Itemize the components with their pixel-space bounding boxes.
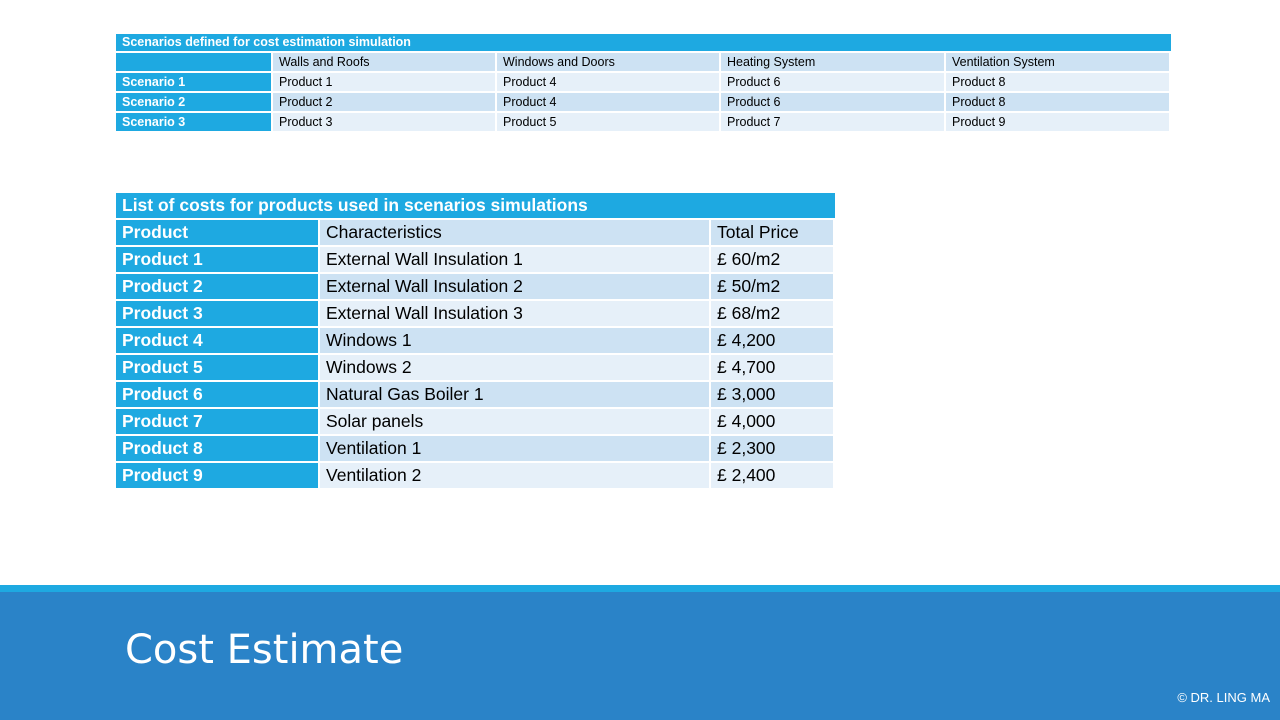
cost-characteristics: Ventilation 2 xyxy=(320,463,711,490)
scenario-header-corner xyxy=(116,53,273,73)
cost-table-header-row xyxy=(116,220,835,247)
scenario-header-ventilation-system: Ventilation System xyxy=(946,53,1171,73)
cost-characteristics: External Wall Insulation 3 xyxy=(320,301,711,328)
scenario-cell: Product 6 xyxy=(721,93,946,113)
cost-price: £ 4,700 xyxy=(711,355,835,382)
scenario-header-walls-roofs: Walls and Roofs xyxy=(273,53,497,73)
scenario-cell: Product 4 xyxy=(497,73,721,93)
scenario-cell: Product 4 xyxy=(497,93,721,113)
cost-product: Product 1 xyxy=(116,247,320,274)
cost-price: £ 4,000 xyxy=(711,409,835,436)
cost-row xyxy=(116,382,835,409)
cost-row xyxy=(116,247,835,274)
scenario-row xyxy=(116,73,1171,93)
footer-accent-stripe xyxy=(0,585,1280,592)
cost-row xyxy=(116,409,835,436)
cost-row xyxy=(116,355,835,382)
cost-characteristics: External Wall Insulation 1 xyxy=(320,247,711,274)
scenario-label: Scenario 2 xyxy=(116,93,273,113)
scenario-label: Scenario 3 xyxy=(116,113,273,133)
cost-product: Product 2 xyxy=(116,274,320,301)
cost-table-title: List of costs for products used in scenarios simulations xyxy=(116,193,835,220)
scenario-cell: Product 6 xyxy=(721,73,946,93)
copyright-notice: © DR. LING MA xyxy=(1177,690,1270,705)
cost-product: Product 9 xyxy=(116,463,320,490)
scenario-label: Scenario 1 xyxy=(116,73,273,93)
cost-product: Product 8 xyxy=(116,436,320,463)
cost-header-total-price: Total Price xyxy=(711,220,835,247)
cost-row xyxy=(116,328,835,355)
cost-header-product: Product xyxy=(116,220,320,247)
cost-characteristics: Ventilation 1 xyxy=(320,436,711,463)
scenario-table-title-row xyxy=(116,34,1171,53)
scenario-table xyxy=(116,34,1171,133)
cost-price: £ 50/m2 xyxy=(711,274,835,301)
cost-price: £ 3,000 xyxy=(711,382,835,409)
scenario-cell: Product 7 xyxy=(721,113,946,133)
cost-product: Product 4 xyxy=(116,328,320,355)
cost-characteristics: Windows 2 xyxy=(320,355,711,382)
scenario-table-title: Scenarios defined for cost estimation simulation xyxy=(116,34,1171,53)
cost-product: Product 3 xyxy=(116,301,320,328)
cost-header-characteristics: Characteristics xyxy=(320,220,711,247)
slide-title: Cost Estimate xyxy=(125,627,404,673)
cost-price: £ 60/m2 xyxy=(711,247,835,274)
cost-price: £ 4,200 xyxy=(711,328,835,355)
cost-characteristics: Natural Gas Boiler 1 xyxy=(320,382,711,409)
scenario-cell: Product 2 xyxy=(273,93,497,113)
scenario-cell: Product 1 xyxy=(273,73,497,93)
cost-row xyxy=(116,463,835,490)
cost-characteristics: Windows 1 xyxy=(320,328,711,355)
scenario-cell: Product 5 xyxy=(497,113,721,133)
cost-price: £ 2,300 xyxy=(711,436,835,463)
cost-row xyxy=(116,436,835,463)
scenario-cell: Product 3 xyxy=(273,113,497,133)
cost-characteristics: Solar panels xyxy=(320,409,711,436)
scenario-row xyxy=(116,113,1171,133)
scenario-table-header-row xyxy=(116,53,1171,73)
scenario-header-windows-doors: Windows and Doors xyxy=(497,53,721,73)
scenario-cell: Product 9 xyxy=(946,113,1171,133)
cost-product: Product 5 xyxy=(116,355,320,382)
cost-product: Product 7 xyxy=(116,409,320,436)
cost-product: Product 6 xyxy=(116,382,320,409)
scenario-cell: Product 8 xyxy=(946,93,1171,113)
cost-price: £ 2,400 xyxy=(711,463,835,490)
scenario-cell: Product 8 xyxy=(946,73,1171,93)
cost-table-title-row xyxy=(116,193,835,220)
scenario-row xyxy=(116,93,1171,113)
cost-table xyxy=(116,193,835,490)
cost-characteristics: External Wall Insulation 2 xyxy=(320,274,711,301)
cost-row xyxy=(116,301,835,328)
cost-price: £ 68/m2 xyxy=(711,301,835,328)
scenario-header-heating-system: Heating System xyxy=(721,53,946,73)
cost-row xyxy=(116,274,835,301)
